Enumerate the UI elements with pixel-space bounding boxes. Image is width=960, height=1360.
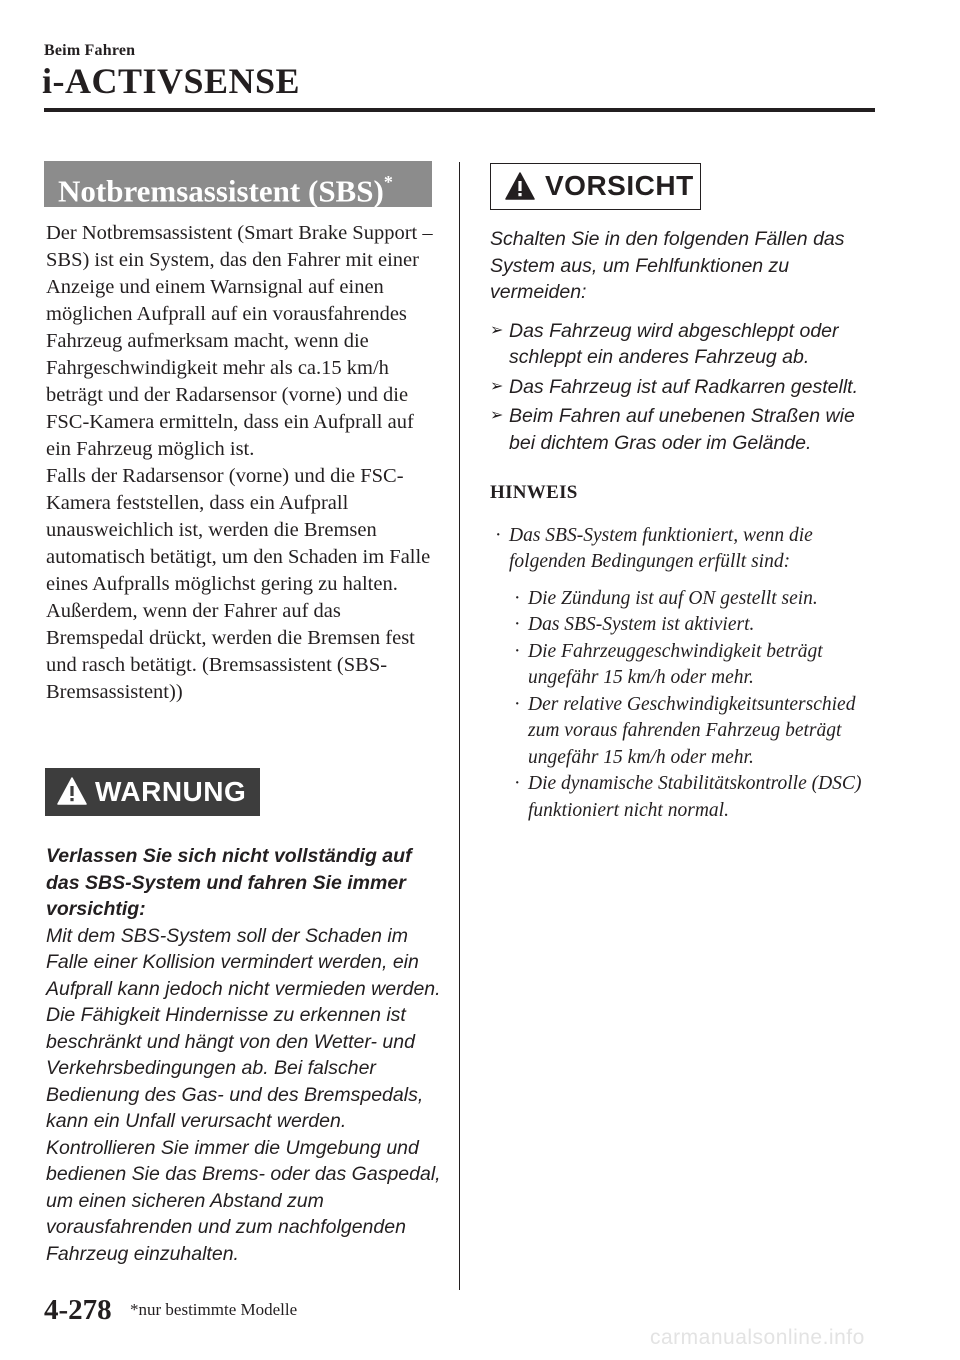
bullet-dot-icon: ·: [514, 614, 521, 635]
list-item: ➢ Das Fahrzeug wird abgeschleppt oder schleppt ein anderes Fahrzeug ab.: [490, 319, 839, 368]
warning-label: WARNUNG: [95, 776, 247, 807]
bullet-dot-icon: ·: [514, 587, 521, 609]
arrow-bullet-icon: ➢: [490, 321, 504, 339]
bullet-dot-icon: ·: [495, 524, 502, 546]
note-sublist: [509, 586, 890, 825]
list-item: · Die Zündung ist auf ON gestellt sein.: [509, 586, 890, 613]
page-title: i-ACTIVSENSE: [42, 61, 301, 101]
arrow-bullet-icon: ➢: [490, 377, 504, 395]
body-paragraph: Der Notbremsassistent (Smart Brake Support – SBS) ist ein System, das den Fahrer mit einer Anzeige und einem Warnsignal auf einen möglichen Aufprall auf ein vorausfahrendes Fahrzeug aufmerksam macht, wenn die Fahrgeschwindigkeit mehr als ca.15 km/h beträgt und der Radarsensor (vorne) und die FSC-Kamera ermitteln, dass ein Aufprall auf ein Fahrzeug möglich ist.: [46, 222, 433, 460]
section-label: Beim Fahren: [44, 42, 136, 59]
warning-triangle-icon: [57, 777, 87, 805]
list-item: · Die dynamische Stabilitätskontrolle (DSC) funktioniert nicht normal.: [514, 773, 862, 821]
caution-list: [490, 318, 880, 457]
page-number: 4-278: [44, 1294, 112, 1326]
section-heading-text: Notbremsassistent (SBS): [58, 173, 384, 209]
warning-body: Mit dem SBS-System soll der Schaden im Falle einer Kollision vermindert werden, ein Aufprall kann jedoch nicht vermieden werden. Die Fähigkeit Hindernisse zu erkennen ist beschränkt und hängt von den Wetter- und Verkehrsbedingungen ab. Bei falscher Bedienung des Gas- und des Bremspedals, kann ein Unfall verursacht werden. Kontrollieren Sie immer die Umgebung und bedienen Sie das Brems- oder das Gaspedal, um einen sicheren Abstand zum vorausfahrenden und zum nachfolgenden Fahrzeug einzuhalten.: [46, 924, 441, 1265]
footnote: *nur bestimmte Modelle: [130, 1300, 298, 1319]
watermark: carmanualsonline.info: [650, 1326, 865, 1349]
caution-triangle-icon: [505, 172, 535, 200]
note-block: [490, 480, 890, 824]
body-paragraph: Außerdem, wenn der Fahrer auf das Bremspedal drückt, werden die Bremsen fest und rasch betätigt. (Bremsassistent (SBS-Bremsassistent)): [46, 600, 415, 703]
caution-badge: [490, 163, 701, 210]
warning-badge: [45, 768, 260, 816]
warning-lead: Verlassen Sie sich nicht vollständig auf das SBS-System und fahren Sie immer vorsichtig:: [46, 845, 412, 920]
section-heading: [44, 161, 432, 207]
bullet-dot-icon: ·: [514, 640, 521, 662]
list-item: ➢ Das Fahrzeug ist auf Radkarren gestellt.: [490, 374, 880, 401]
list-item: · Die Fahrzeuggeschwindigkeit beträgt ungefähr 15 km/h oder mehr.: [514, 640, 823, 688]
warning-text: [46, 843, 446, 1267]
caution-text: [490, 226, 880, 459]
list-item: · Das SBS-System ist aktiviert.: [509, 612, 890, 639]
list-item: · Der relative Geschwindigkeitsunterschied zum voraus fahrenden Fahrzeug beträgt ungefähr 15 km/h oder mehr.: [514, 693, 856, 768]
column-divider: [459, 162, 460, 1290]
caution-label: VORSICHT: [545, 170, 694, 201]
arrow-bullet-icon: ➢: [490, 407, 504, 424]
note-list: [490, 523, 890, 825]
caution-intro: Schalten Sie in den folgenden Fällen das System aus, um Fehlfunktionen zu vermeiden:: [490, 228, 845, 303]
list-item: · Das SBS-System funktioniert, wenn die folgenden Bedingungen erfüllt sind: · Die Zündung ist auf ON gestellt sein. · Das SBS-System ist aktiviert. · Die Fahrzeuggeschwindigkeit beträgt ungefähr 15 km/h oder mehr. · Der relative Geschwindigkeitsunterschied zum voraus fahrenden Fahrzeug beträgt ungefähr 15 km/h oder mehr. · Die dynamische Stabilitätskontrolle (DSC) funktioniert nicht normal.: [490, 523, 890, 825]
body-text: [46, 220, 441, 706]
list-item: ➢ Beim Fahren auf unebenen Straßen wie bei dichtem Gras oder im Gelände.: [490, 405, 855, 454]
header-rule: [44, 108, 875, 112]
model-marker: *: [383, 172, 393, 192]
bullet-dot-icon: ·: [514, 773, 521, 794]
note-title: HINWEIS: [490, 482, 578, 503]
bullet-dot-icon: ·: [514, 693, 521, 715]
body-paragraph: Falls der Radarsensor (vorne) und die FSC-Kamera feststellen, dass ein Aufprall unausweichlich ist, werden die Bremsen automatisch betätigt, um den Schaden im Falle eines Aufpralls möglichst gering zu halten.: [46, 465, 431, 595]
